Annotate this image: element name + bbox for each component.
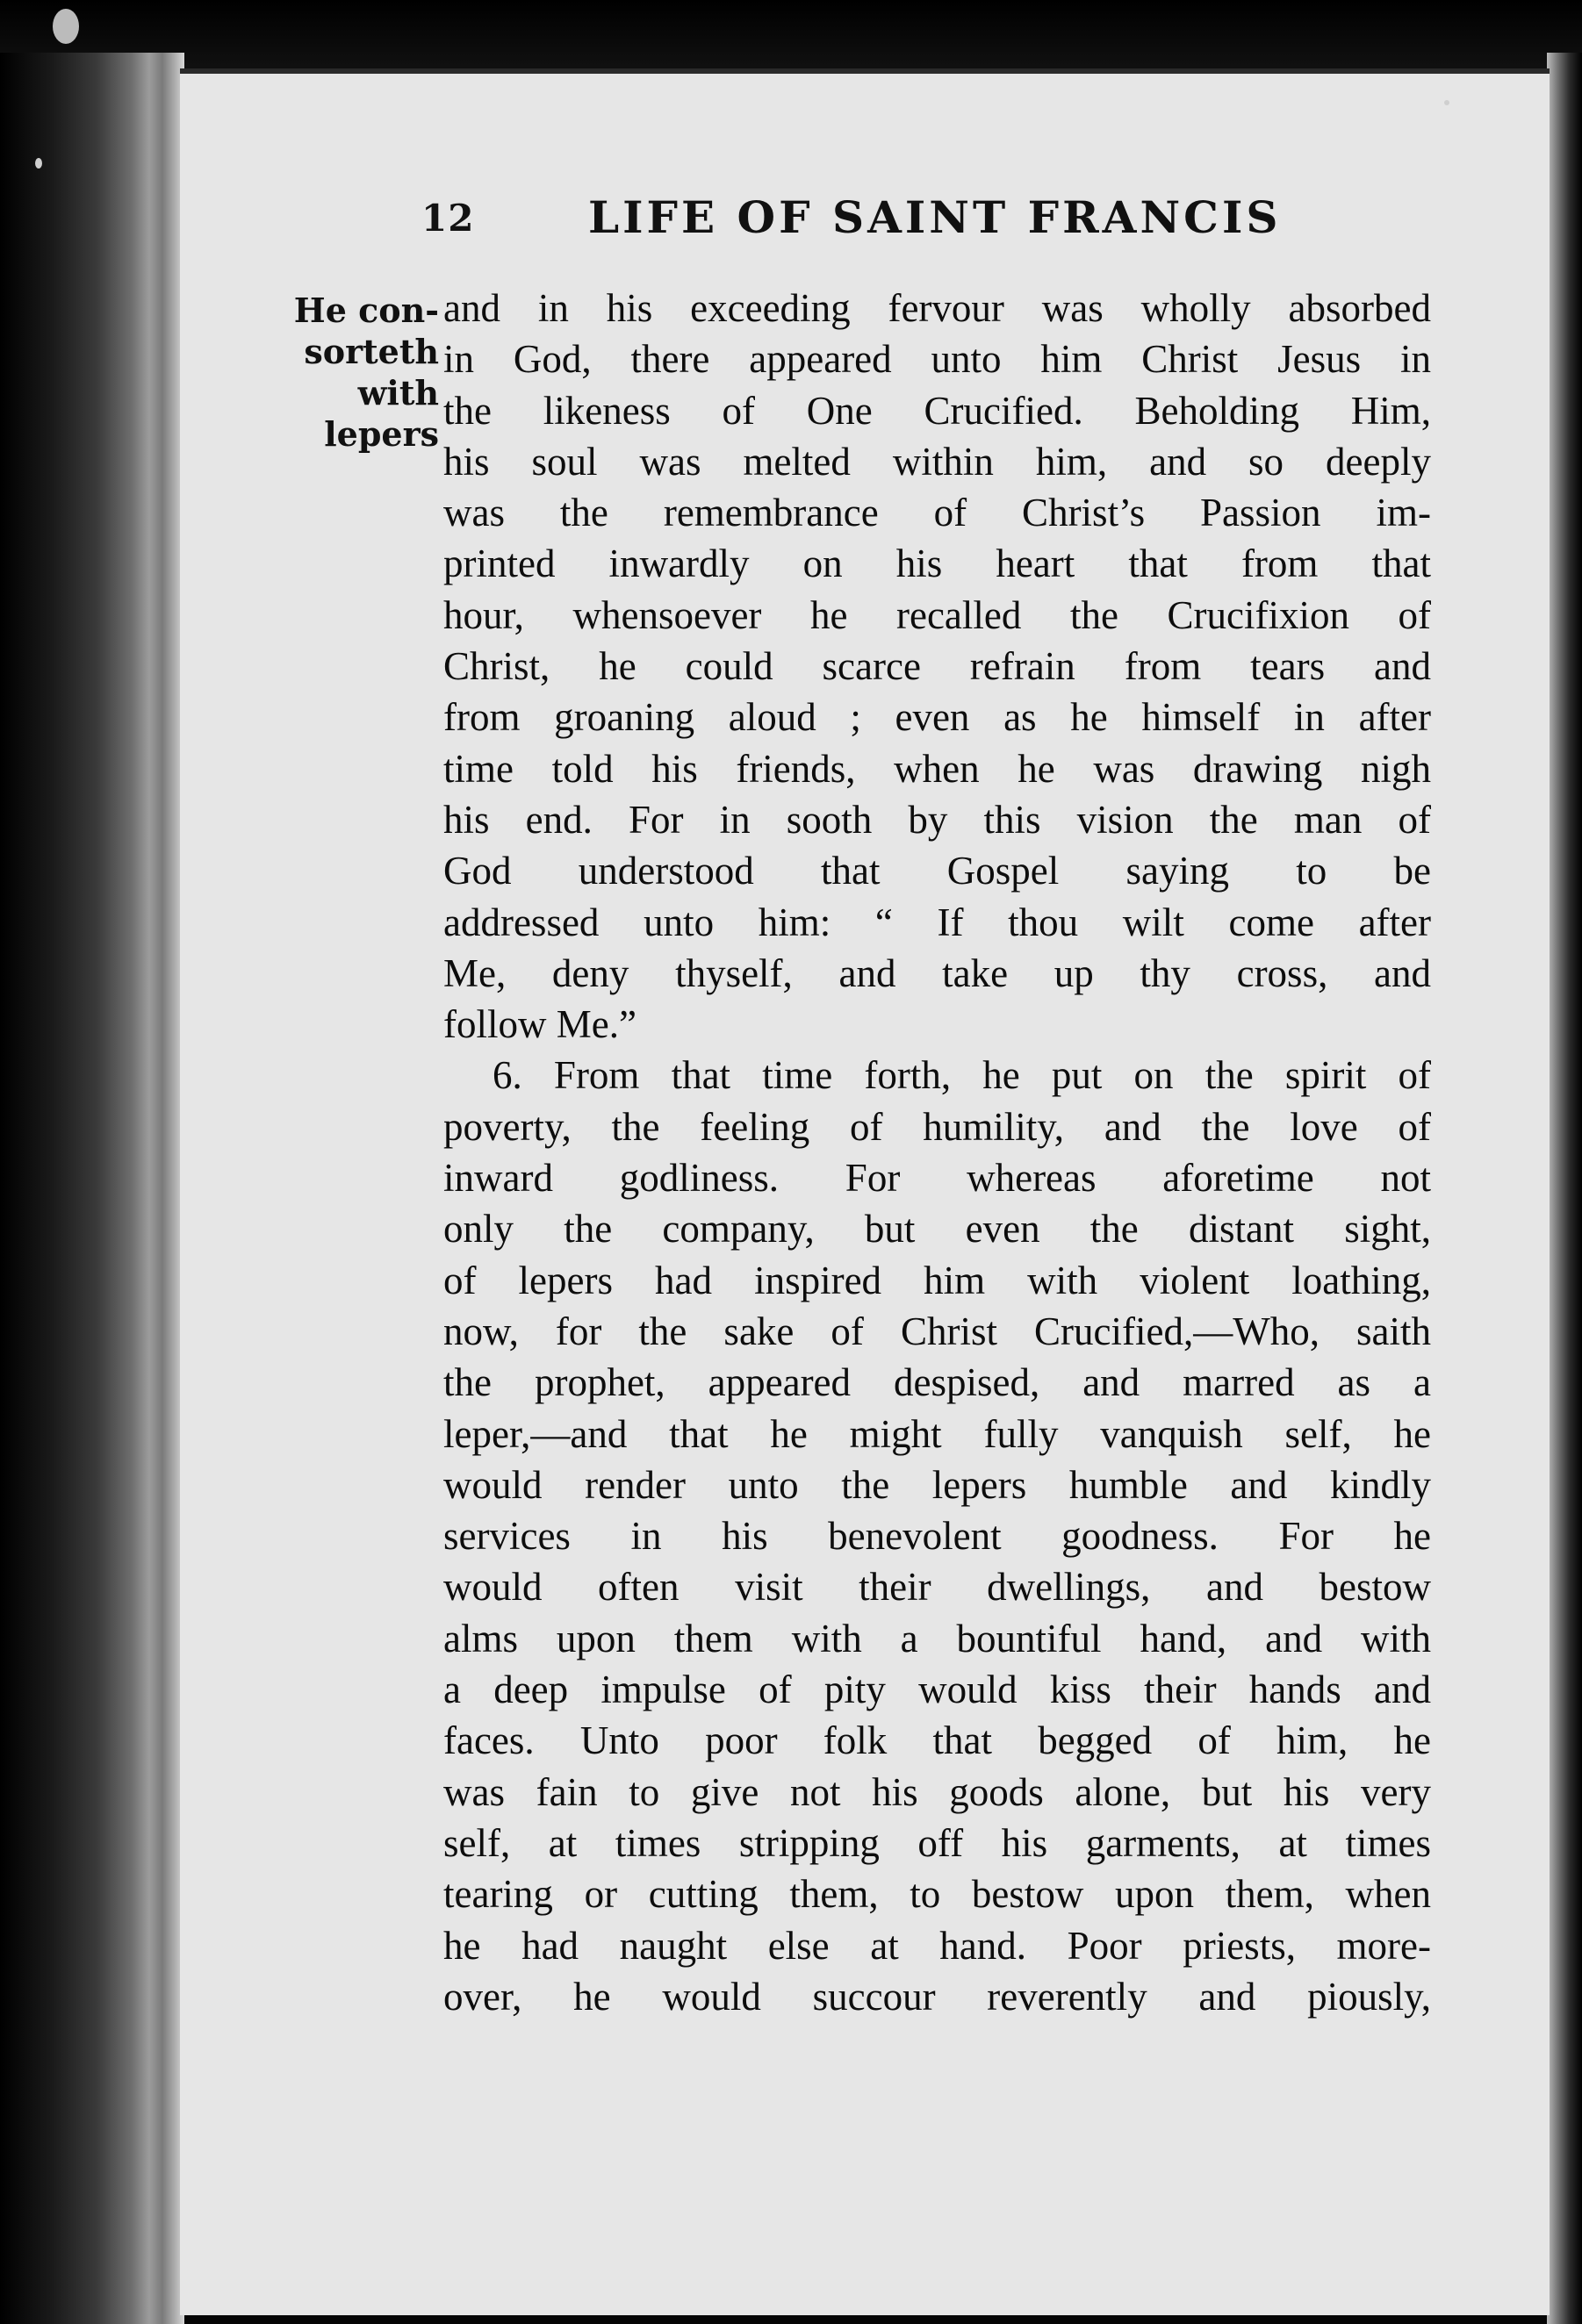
text-line: Christ, he could scarce refrain from tears and bbox=[443, 644, 1431, 689]
text-line: only the company, but even the distant sight, bbox=[443, 1207, 1431, 1252]
sidenote-line: He con- bbox=[293, 290, 439, 330]
text-line: hour, whensoever he recalled the Crucifixion of bbox=[443, 592, 1431, 637]
text-line: of lepers had inspired him with violent loathing, bbox=[443, 1258, 1431, 1302]
sidenote-line: sorteth bbox=[304, 332, 439, 371]
text-line: leper,—and that he might fully vanquish self, he bbox=[443, 1411, 1431, 1456]
text-line: poverty, the feeling of humility, and the love of bbox=[443, 1104, 1431, 1149]
page-header bbox=[421, 191, 1299, 253]
text-line: addressed unto him: “ If thou wilt come after bbox=[443, 900, 1431, 944]
text-line: Me, deny thyself, and take up thy cross, and bbox=[443, 950, 1431, 995]
text-line: the prophet, appeared despised, and marred as a bbox=[443, 1360, 1431, 1405]
text-line: the likeness of One Crucified. Beholding Him, bbox=[443, 388, 1431, 433]
text-line: in God, there appeared unto him Christ Jesus in bbox=[443, 337, 1431, 382]
running-title: LIFE OF SAINT FRANCIS bbox=[588, 191, 1282, 243]
text-line: from groaning aloud ; even as he himself in after bbox=[443, 695, 1431, 740]
scan-top-band bbox=[0, 0, 1582, 70]
scan-speck bbox=[1444, 100, 1449, 105]
paragraph-start-line: 6. From that time forth, he put on the spirit of bbox=[493, 1053, 1431, 1098]
text-line: inward godliness. For whereas aforetime not bbox=[443, 1156, 1431, 1201]
text-line: follow Me.” bbox=[443, 1002, 636, 1047]
text-line: God understood that Gospel saying to be bbox=[443, 849, 1431, 893]
text-line: he had naught else at hand. Poor priests, more- bbox=[443, 1923, 1431, 1968]
text-line: a deep impulse of pity would kiss their hands and bbox=[443, 1668, 1431, 1712]
page-number: 12 bbox=[421, 197, 475, 240]
text-line: time told his friends, when he was drawing nigh bbox=[443, 746, 1431, 791]
text-line: services in his benevolent goodness. For he bbox=[443, 1514, 1431, 1559]
text-line: his end. For in sooth by this vision the man of bbox=[443, 797, 1431, 842]
book-left-edge bbox=[0, 53, 184, 2324]
sidenote-line: with bbox=[357, 373, 439, 412]
text-line: printed inwardly on his heart that from that bbox=[443, 542, 1431, 586]
text-line: his soul was melted within him, and so deeply bbox=[443, 439, 1431, 484]
text-line: faces. Unto poor folk that begged of him, he bbox=[443, 1718, 1431, 1763]
body-text bbox=[443, 283, 1431, 2022]
text-line: over, he would succour reverently and piously, bbox=[443, 1974, 1431, 2019]
text-line: tearing or cutting them, to bestow upon them, when bbox=[443, 1872, 1431, 1917]
text-line: self, at times stripping off his garments, at times bbox=[443, 1820, 1431, 1865]
text-line: was fain to give not his goods alone, but his very bbox=[443, 1769, 1431, 1814]
text-line: would render unto the lepers humble and kindly bbox=[443, 1462, 1431, 1507]
sidenote-line: lepers bbox=[324, 414, 439, 454]
scan-speck bbox=[53, 9, 79, 44]
text-line: alms upon them with a bountiful hand, and with bbox=[443, 1616, 1431, 1661]
margin-sidenote bbox=[255, 290, 439, 455]
text-line: now, for the sake of Christ Crucified,—Who, saith bbox=[443, 1309, 1431, 1353]
text-line: was the remembrance of Christ’s Passion im- bbox=[443, 491, 1431, 535]
text-line: and in his exceeding fervour was wholly absorbed bbox=[443, 286, 1431, 330]
text-line: would often visit their dwellings, and bestow bbox=[443, 1565, 1431, 1610]
book-right-edge bbox=[1547, 53, 1582, 2324]
scan-speck bbox=[35, 158, 42, 169]
